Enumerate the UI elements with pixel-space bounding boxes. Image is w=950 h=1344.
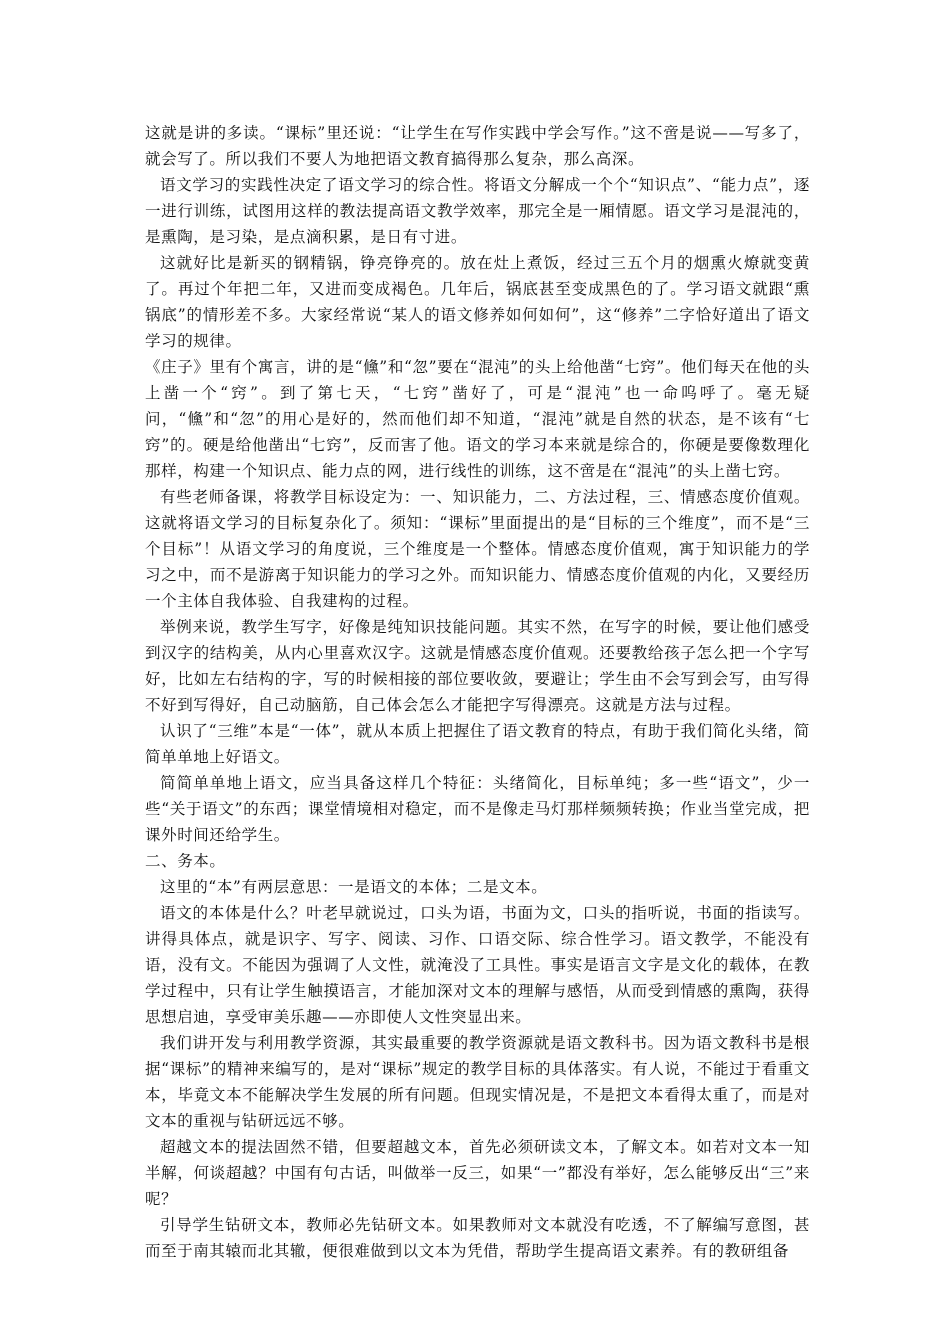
paragraph-11: 语文的本体是什么？叶老早就说过，口头为语，书面为文，口头的指听说，书面的指读写。讲得具体点，就是识字、写字、阅读、习作、口语交际、综合性学习。语文教学，不能没有语，没有文。不能因为强调了人文性，就淹没了工具性。事实是语言文字是文化的载体，在教学过程中，只有让学生触摸语言，才能加深对文本的理解与感悟，从而受到情感的熏陶，获得思想启迪，享受审美乐趣——亦即使人文性突显出来。 bbox=[145, 904, 810, 1026]
paragraph-10: 这里的“本”有两层意思：一是语文的本体；二是文本。 bbox=[160, 878, 548, 896]
paragraph-13: 超越文本的提法固然不错，但要超越文本，首先必须研读文本，了解文本。如若对文本一知半解，何谈超越？中国有句古话，叫做举一反三，如果“一”都没有举好，怎么能够反出“三”来呢？ bbox=[145, 1138, 810, 1208]
paragraph-4: 《庄子》里有个寓言，讲的是“儵”和“忽”要在“混沌”的头上给他凿“七窍”。他们每天在他的头上凿一个“窍”。到了第七天，“七窍”凿好了，可是“混沌”也一命呜呼了。毫无疑问，“儵”和“忽”的用心是好的，然而他们却不知道，“混沌”就是自然的状态，是不该有“七窍”的。硬是给他凿出“七窍”，反而害了他。语文的学习本来就是综合的，你硬是要像数理化那样，构建一个知识点、能力点的网，进行线性的训练，这不啻是在“混沌”的头上凿七窍。 bbox=[145, 358, 810, 480]
paragraph-5: 有些老师备课，将教学目标设定为：一、知识能力，二、方法过程，三、情感态度价值观。这就将语文学习的目标复杂化了。须知：“课标”里面提出的是“目标的三个维度”，而不是“三个目标”！从语文学习的角度说，三个维度是一个整体。情感态度价值观，寓于知识能力的学习之中，而不是游离于知识能力的学习之外。而知识能力、情感态度价值观的内化，又要经历一个主体自我体验、自我建构的过程。 bbox=[145, 488, 810, 610]
paragraph-2: 语文学习的实践性决定了语文学习的综合性。将语文分解成一个个“知识点”、“能力点”，逐一进行训练，试图用这样的教法提高语文教学效率，那完全是一厢情愿。语文学习是混沌的，是熏陶，是习染，是点滴积累，是日有寸进。 bbox=[145, 176, 810, 246]
paragraph-12: 我们讲开发与利用教学资源，其实最重要的教学资源就是语文教科书。因为语文教科书是根据“课标”的精神来编写的，是对“课标”规定的教学目标的具体落实。有人说，不能过于看重文本，毕竟文本不能解决学生发展的所有问题。但现实情况是，不是把文本看得太重了，而是对文本的重视与钻研远远不够。 bbox=[145, 1034, 810, 1130]
paragraph-6: 举例来说，教学生写字，好像是纯知识技能问题。其实不然，在写字的时候，要让他们感受到汉字的结构美，从内心里喜欢汉字。这就是情感态度价值观。还要教给孩子怎么把一个字写好，比如左右结构的字，写的时候相接的部位要收敛，要避让；学生由不会写到会写，由写得不好到写得好，自己动脑筋，自己体会怎么才能把字写得漂亮。这就是方法与过程。 bbox=[145, 618, 810, 714]
paragraph-3: 这就好比是新买的钢精锅，铮亮铮亮的。放在灶上煮饭，经过三五个月的烟熏火燎就变黄了。再过个年把二年，又进而变成褐色。几年后，锅底甚至变成黑色的了。学习语文就跟“熏锅底”的情形差不多。大家经常说“某人的语文修养如何如何”，这“修养”二字恰好道出了语文学习的规律。 bbox=[145, 254, 810, 350]
paragraph-8: 简简单单地上语文，应当具备这样几个特征：头绪简化，目标单纯；多一些“语文”，少一些“关于语文”的东西；课堂情境相对稳定，而不是像走马灯那样频频转换；作业当堂完成，把课外时间还给学生。 bbox=[145, 774, 810, 844]
document-page bbox=[145, 120, 810, 1264]
paragraph-7: 认识了“三维”本是“一体”，就从本质上把握住了语文教育的特点，有助于我们简化头绪，简简单单地上好语文。 bbox=[145, 722, 810, 766]
section-heading: 二、务本。 bbox=[145, 852, 226, 870]
paragraph-1: 这就是讲的多读。“课标”里还说：“让学生在写作实践中学会写作。”这不啻是说——写多了，就会写了。所以我们不要人为地把语文教育搞得那么复杂，那么高深。 bbox=[145, 124, 810, 168]
paragraph-14: 引导学生钻研文本，教师必先钻研文本。如果教师对文本就没有吃透，不了解编写意图，甚而至于南其辕而北其辙，便很难做到以文本为凭借，帮助学生提高语文素养。有的教研组备 bbox=[145, 1216, 810, 1260]
